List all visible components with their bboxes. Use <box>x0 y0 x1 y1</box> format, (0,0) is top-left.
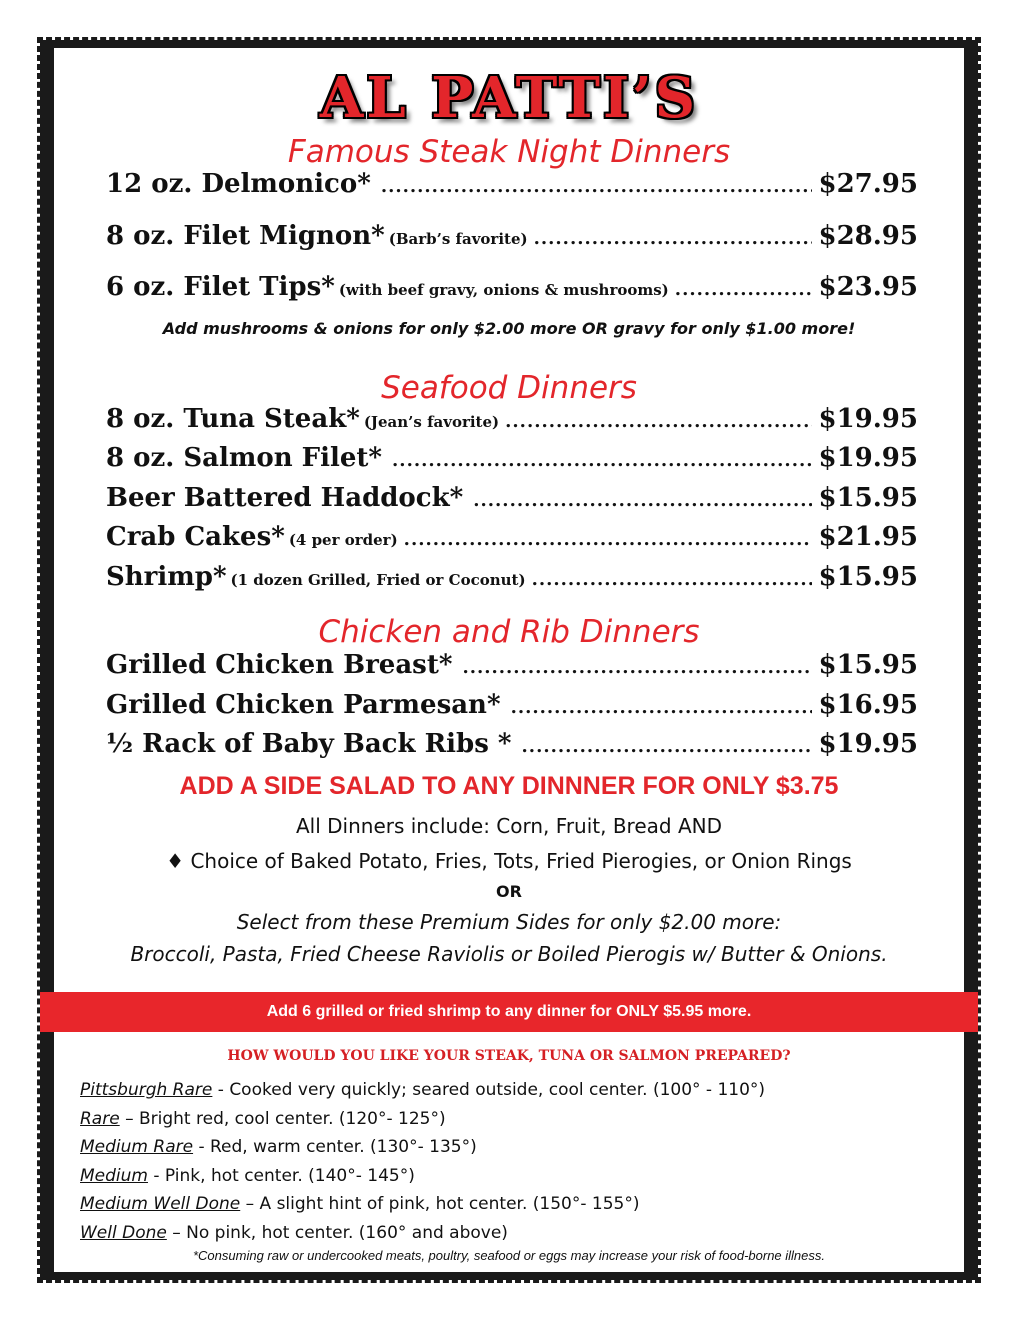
shrimp-addon-banner: Add 6 grilled or fried shrimp to any dinner for ONLY $5.95 more. <box>40 992 978 1032</box>
item-price: $21.95 <box>818 522 918 552</box>
doneness-term: Medium <box>80 1165 148 1186</box>
doneness-description: – Bright red, cool center. (120°- 125°) <box>119 1108 446 1129</box>
doneness-level <box>80 1076 765 1105</box>
menu-item <box>106 521 918 556</box>
item-name: Grilled Chicken Breast* <box>106 650 453 680</box>
item-name: 8 oz. Salmon Filet* <box>106 443 383 473</box>
leader-dots <box>675 274 813 306</box>
seafood-section-title: Seafood Dinners <box>381 370 637 406</box>
health-disclaimer: *Consuming raw or undercooked meats, poultry, seafood or eggs may increase your risk of food-borne illness. <box>192 1248 826 1263</box>
premium-sides-list: Broccoli, Pasta, Fried Cheese Raviolis or Boiled Pierogis w/ Butter & Onions. <box>130 942 888 966</box>
preparation-list <box>80 1076 765 1247</box>
menu-item <box>106 728 918 763</box>
doneness-description: - Pink, hot center. (140°- 145°) <box>147 1165 415 1186</box>
item-name: ½ Rack of Baby Back Ribs * <box>106 729 512 759</box>
item-name: Beer Battered Haddock* <box>106 483 464 513</box>
menu-page <box>54 48 964 1272</box>
doneness-level <box>80 1105 765 1134</box>
menu-frame <box>40 40 978 1280</box>
restaurant-logo: AL PATTI’S <box>319 65 699 131</box>
doneness-term: Medium Rare <box>80 1137 194 1157</box>
choice-line: ♦ Choice of Baked Potato, Fries, Tots, Fried Pierogies, or Onion Rings <box>166 849 852 873</box>
leader-dots <box>462 652 812 684</box>
doneness-term: Rare <box>80 1108 120 1129</box>
leader-dots <box>522 731 813 763</box>
item-price: $16.95 <box>818 690 918 720</box>
menu-item <box>106 482 918 517</box>
item-note: (4 per order) <box>288 531 398 549</box>
doneness-description: - Cooked very quickly; seared outside, cool center. (100° - 110°) <box>212 1080 766 1100</box>
item-price: $28.95 <box>818 221 918 251</box>
menu-item <box>106 168 918 203</box>
menu-item <box>106 649 918 684</box>
premium-sides-heading: Select from these Premium Sides for only $2.00 more: <box>236 910 782 934</box>
doneness-description: – No pink, hot center. (160° and above) <box>166 1222 508 1243</box>
item-name: 8 oz. Filet Mignon* <box>106 221 385 251</box>
leader-dots <box>532 564 813 596</box>
leader-dots <box>505 406 812 438</box>
item-note: (1 dozen Grilled, Fried or Coconut) <box>230 571 526 589</box>
doneness-description: – A slight hint of pink, hot center. (150°- 155°) <box>240 1194 640 1214</box>
item-name: 12 oz. Delmonico* <box>106 169 371 199</box>
doneness-level <box>80 1219 765 1248</box>
menu-item <box>106 561 918 596</box>
doneness-term: Pittsburgh Rare <box>80 1080 213 1100</box>
doneness-description: - Red, warm center. (130°- 135°) <box>193 1137 477 1157</box>
item-price: $23.95 <box>818 272 918 302</box>
menu-item <box>106 271 918 306</box>
leader-dots <box>381 171 813 203</box>
item-price: $19.95 <box>818 729 918 759</box>
item-price: $19.95 <box>818 443 918 473</box>
item-name: 8 oz. Tuna Steak* <box>106 404 360 434</box>
item-name: Shrimp* <box>106 562 227 592</box>
leader-dots <box>511 692 813 724</box>
doneness-level <box>80 1162 765 1191</box>
steak-section-title: Famous Steak Night Dinners <box>287 134 731 170</box>
item-price: $27.95 <box>818 169 918 199</box>
item-note: (Barb’s favorite) <box>388 230 528 248</box>
item-price: $15.95 <box>818 562 918 592</box>
item-name: Crab Cakes* <box>106 522 285 552</box>
item-name: 6 oz. Filet Tips* <box>106 272 335 302</box>
menu-item <box>106 403 918 438</box>
steak-addon-note: Add mushrooms & onions for only $2.00 more OR gravy for only $1.00 more! <box>162 319 856 338</box>
item-price: $15.95 <box>818 483 918 513</box>
menu-item <box>106 689 918 724</box>
item-price: $15.95 <box>818 650 918 680</box>
menu-item <box>106 220 918 255</box>
includes-line: All Dinners include: Corn, Fruit, Bread AND <box>295 814 722 838</box>
side-salad-offer: ADD A SIDE SALAD TO ANY DINNNER FOR ONLY $3.75 <box>179 772 839 800</box>
menu-item <box>106 442 918 477</box>
item-name: Grilled Chicken Parmesan* <box>106 690 501 720</box>
item-note: (Jean’s favorite) <box>363 413 500 431</box>
doneness-level <box>80 1190 765 1219</box>
leader-dots <box>392 445 812 477</box>
item-price: $19.95 <box>818 404 918 434</box>
leader-dots <box>534 223 813 255</box>
leader-dots <box>473 485 812 517</box>
preparation-title: HOW WOULD YOU LIKE YOUR STEAK, TUNA OR SALMON PREPARED? <box>227 1048 791 1064</box>
doneness-term: Medium Well Done <box>80 1194 241 1214</box>
chicken-section-title: Chicken and Rib Dinners <box>318 614 700 650</box>
doneness-term: Well Done <box>80 1222 167 1243</box>
or-separator: OR <box>496 882 522 901</box>
leader-dots <box>404 524 813 556</box>
item-note: (with beef gravy, onions & mushrooms) <box>338 281 669 299</box>
doneness-level <box>80 1133 765 1162</box>
